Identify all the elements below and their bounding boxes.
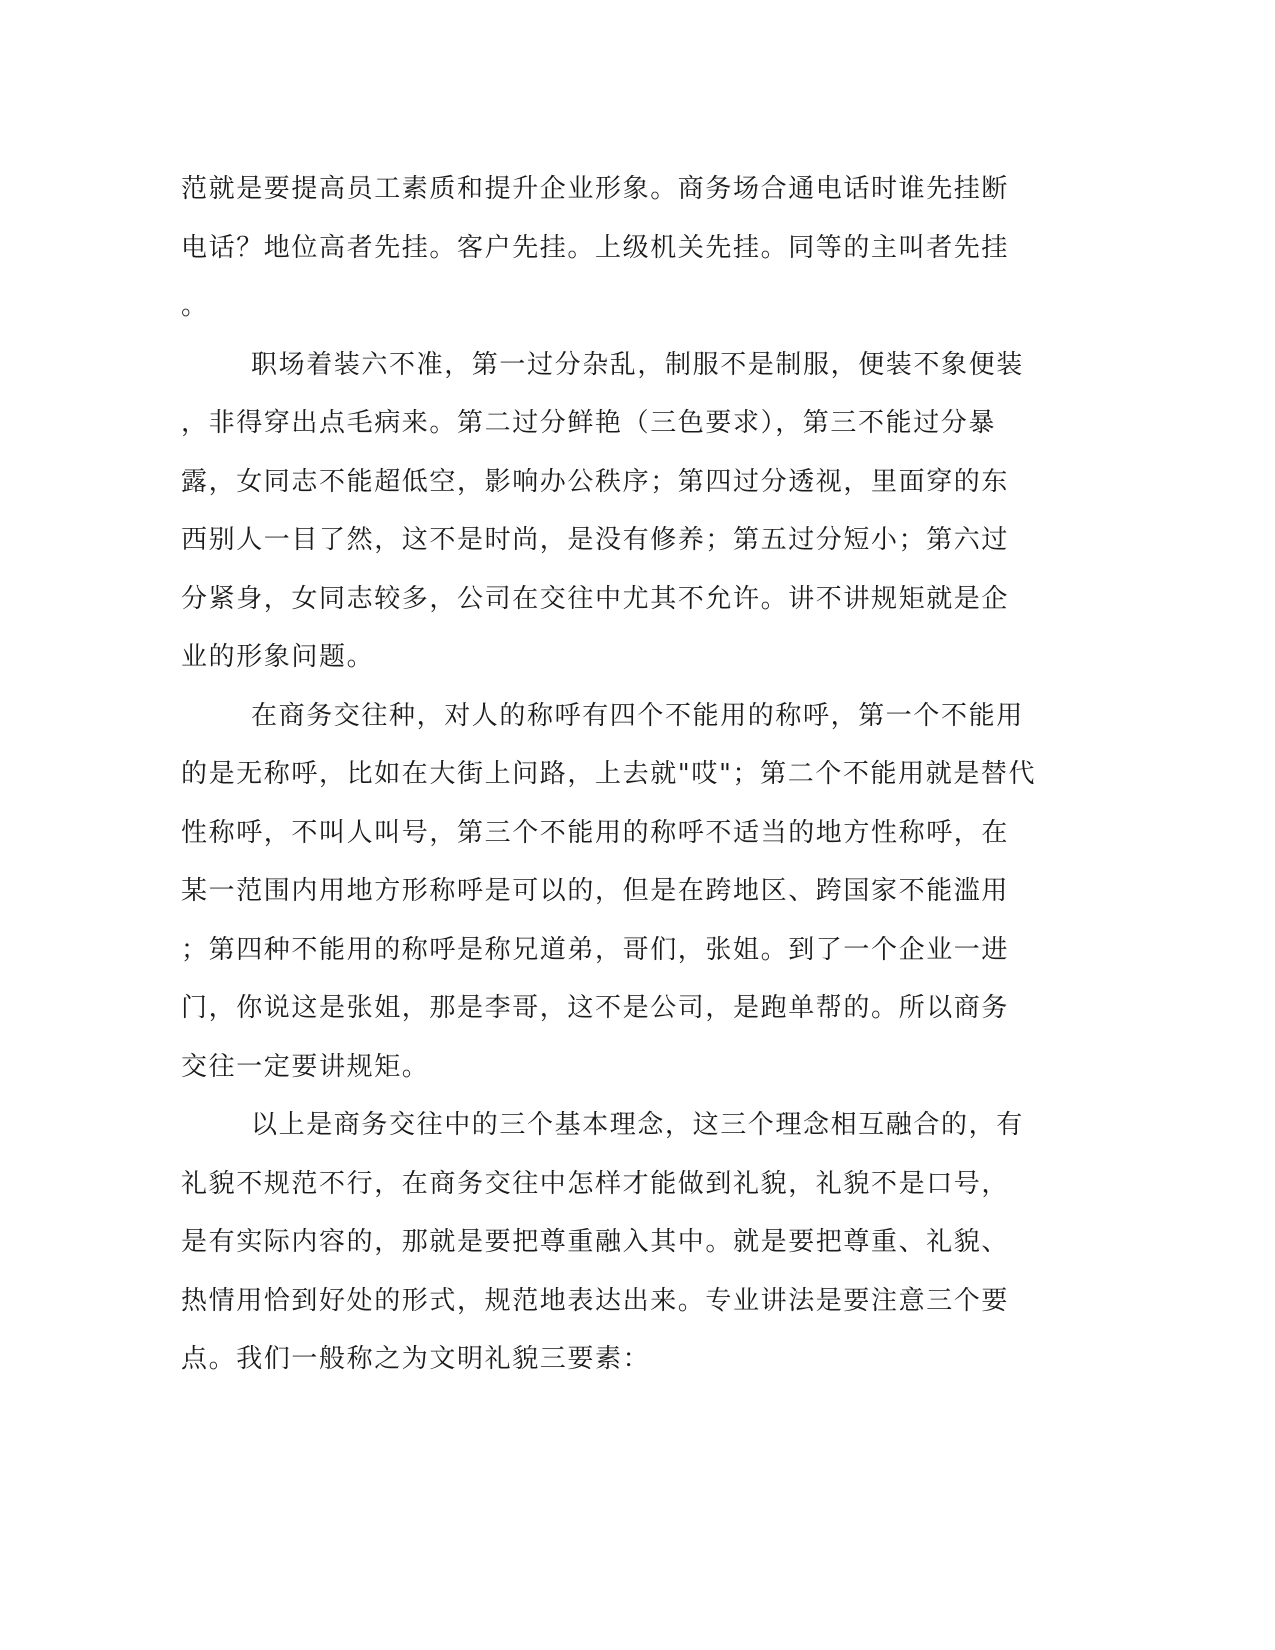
text-line: 热情用恰到好处的形式，规范地表达出来。专业讲法是要注意三个要 (181, 1285, 1010, 1316)
text-line: 在商务交往种，对人的称呼有四个不能用的称呼，第一个不能用 (251, 700, 1024, 731)
text-line: 的是无称呼，比如在大街上问路，上去就"哎"；第二个不能用就是替代 (181, 759, 1037, 789)
text-line: 范就是要提高员工素质和提升企业形象。商务场合通电话时谁先挂断 (181, 174, 1010, 204)
text-line: 职场着装六不准，第一过分杂乱，制服不是制服，便装不象便装 (251, 349, 1024, 380)
text-line: 西别人一目了然，这不是时尚，是没有修养；第五过分短小；第六过 (181, 525, 1010, 555)
text-line: 业的形象问题。 (181, 642, 375, 672)
text-line: 门，你说这是张姐，那是李哥，这不是公司，是跑单帮的。所以商务 (181, 993, 1010, 1023)
text-line: 点。我们一般称之为文明礼貌三要素： (181, 1344, 651, 1374)
text-line: 交往一定要讲规矩。 (181, 1051, 430, 1082)
text-line: 电话？地位高者先挂。客户先挂。上级机关先挂。同等的主叫者先挂 (181, 232, 1010, 263)
paragraph (181, 687, 1041, 1097)
text-line: 露，女同志不能超低空，影响办公秩序；第四过分透视，里面穿的东 (181, 466, 1010, 497)
text-line: 性称呼，不叫人叫号，第三个不能用的称呼不适当的地方性称呼，在 (181, 817, 1010, 848)
paragraph (181, 160, 1041, 336)
paragraph (181, 336, 1041, 687)
text-line: 是有实际内容的，那就是要把尊重融入其中。就是要把尊重、礼貌、 (181, 1227, 1010, 1257)
text-line: ；第四种不能用的称呼是称兄道弟，哥们，张姐。到了一个企业一进 (181, 934, 1010, 965)
text-line: ，非得穿出点毛病来。第二过分鲜艳（三色要求），第三不能过分暴 (181, 408, 997, 438)
text-line: 。 (181, 291, 209, 321)
document-body (181, 160, 1041, 1389)
text-line: 分紧身，女同志较多，公司在交往中尤其不允许。讲不讲规矩就是企 (181, 583, 1010, 614)
paragraph (181, 1096, 1041, 1389)
text-line: 以上是商务交往中的三个基本理念，这三个理念相互融合的，有 (251, 1110, 1024, 1140)
text-line: 某一范围内用地方形称呼是可以的，但是在跨地区、跨国家不能滥用 (181, 876, 1010, 906)
text-line: 礼貌不规范不行，在商务交往中怎样才能做到礼貌，礼貌不是口号， (181, 1168, 1010, 1199)
